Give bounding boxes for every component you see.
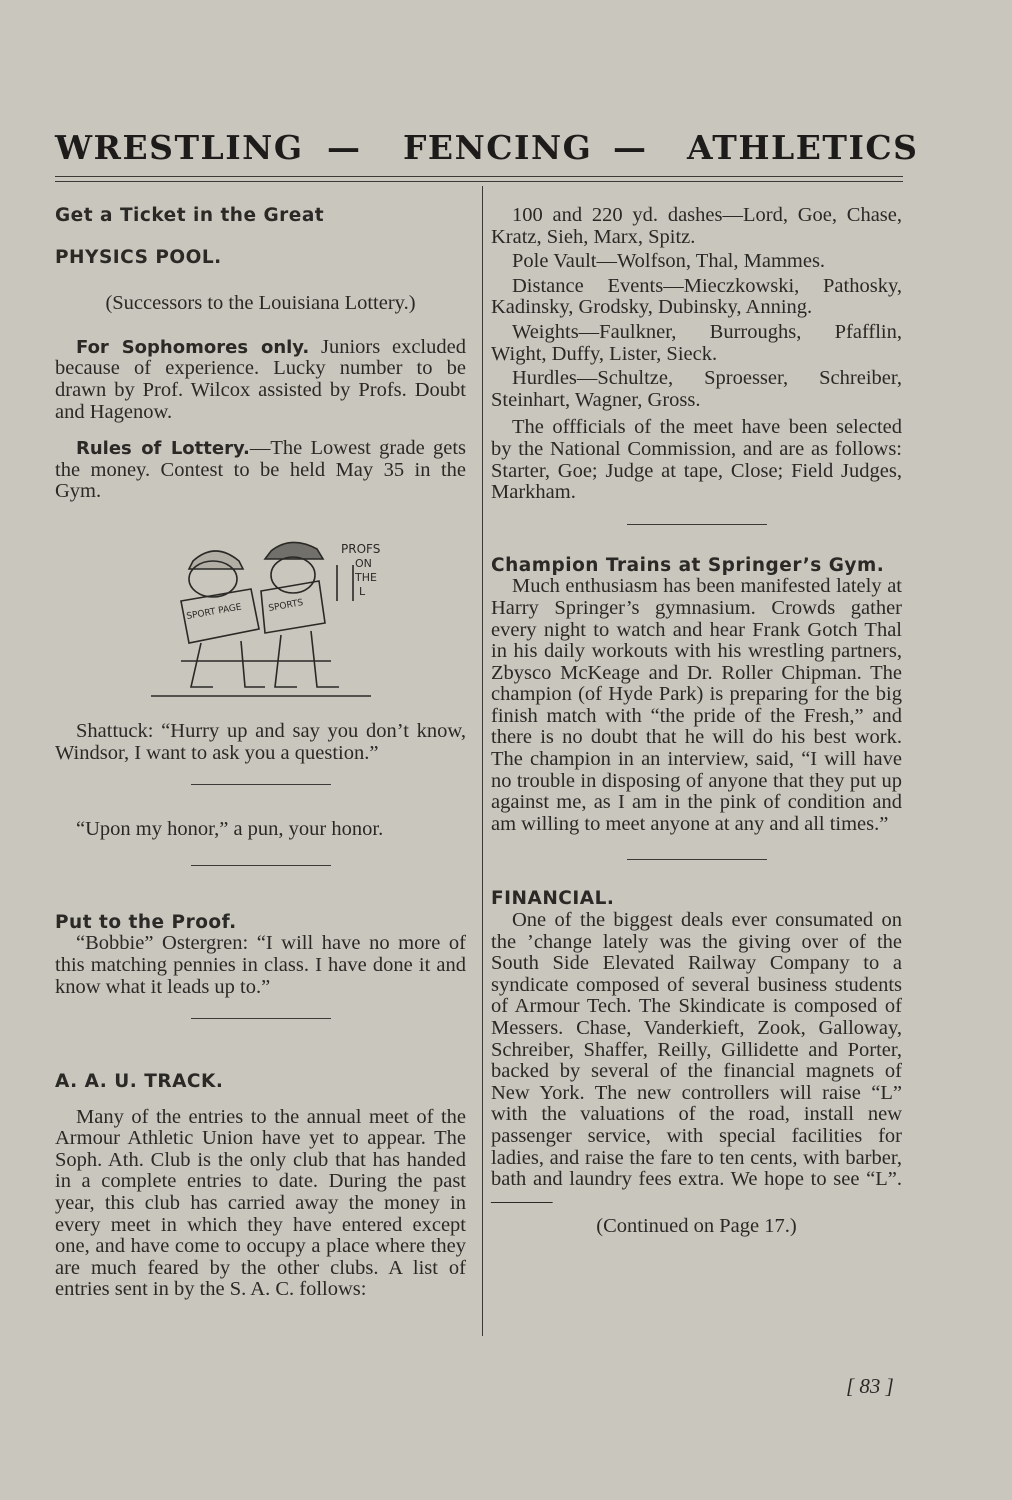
- rules-lead: Rules of Lottery.: [76, 438, 250, 460]
- cartoon-paper-2: SPORTS: [267, 597, 304, 614]
- masthead-dash-2: —: [613, 128, 648, 167]
- masthead-rule-top: [55, 176, 903, 177]
- cartoon-caption-2: ON: [354, 556, 372, 570]
- ad-subtitle: (Successors to the Louisiana Lottery.): [105, 292, 416, 315]
- financial-paragraph: One of the biggest deals ever consumated on the ’change lately was the giving over of the South Side Elevated Railway Company to a syndicate composed of several business students of Armour Tech. The Skindicate is composed of Messers. Chase, Vanderkieft, Zook, Galloway, Schreiber, Shaffer, Reilly, Gillidette and Porter, backed by several of the financial magnets of New York. The new controllers will raise “L” with the valuations of the road, install new passenger service, with special facilities for ladies, and raise the fare to ten cents, with barber, bath and laundry fees extra. We hope to see “L”.———: [491, 909, 902, 1212]
- sophomores-lead: For Sophomores only.: [76, 336, 310, 358]
- proof-paragraph: “Bobbie” Ostergren: “I will have no more of this matching pennies in class. I have done it and know what it leads up to.”: [55, 932, 466, 998]
- sophomores-paragraph: For Sophomores only. Juniors excluded because of experience. Lucky number to be drawn by Prof. Wilcox assisted by Profs. Doubt and Hagenow.: [55, 335, 466, 423]
- continued-note: (Continued on Page 17.): [596, 1215, 797, 1238]
- officials-paragraph: The offficials of the meet have been selected by the National Commission, and are as follows: Starter, Goe; Judge at tape, Close; Field Judges, Markham.: [491, 416, 902, 504]
- masthead: [55, 128, 919, 172]
- cartoon-caption-1: PROFS: [340, 541, 380, 556]
- column-divider: [482, 186, 483, 1336]
- honor-pun: “Upon my honor,” a pun, your honor.: [76, 818, 384, 841]
- rules-paragraph: Rules of Lottery.—The Lowest grade gets the money. Contest to be held May 35 in the Gym.: [55, 437, 466, 503]
- separator: [191, 865, 331, 866]
- masthead-rule-bottom: [55, 181, 903, 182]
- right-column: [491, 205, 902, 1238]
- cartoon-caption-3: THE: [354, 570, 377, 584]
- champion-heading: Champion Trains at Springer’s Gym.: [491, 554, 885, 576]
- ad-heading: Get a Ticket in the Great: [55, 205, 325, 226]
- champion-paragraph: Much enthusiasm has been manifested lately at Harry Springer’s gymnasium. Crowds gather every night to watch and hear Frank Gotch Thal in his daily workouts with his wrestling partners, Zbysco McKeage and Dr. Roller Chipman. The champion (of Hyde Park) is preparing for the big finish match with “the pride of the Fresh,” and there is no doubt that he will do his best work. The champion in an interview, said, “I will have no trouble in disposing of anyone that they put up against me, as I am in the pink of condition and am willing to meet anyone at any and all times.”: [491, 575, 902, 835]
- profs-on-the-l-cartoon: [141, 531, 381, 711]
- page-number: [ 83 ]: [846, 1374, 894, 1398]
- masthead-dash-1: —: [327, 128, 362, 167]
- entry-pole-vault: Pole Vault—Wolfson, Thal, Mammes.: [512, 250, 826, 273]
- separator: [191, 784, 331, 785]
- entry-weights: Weights—Faulkner, Burroughs, Pfafflin, Wight, Duffy, Lister, Sieck.: [491, 320, 902, 365]
- masthead-wrestling: WRESTLING: [55, 128, 304, 167]
- separator: [191, 1018, 331, 1019]
- masthead-athletics: ATHLETICS: [687, 128, 919, 167]
- separator: [627, 859, 767, 860]
- aau-paragraph: Many of the entries to the annual meet of the Armour Athletic Union have yet to appear. The Soph. Ath. Club is the only club that has handed in a complete entries to date. During the past year, this club has carried away the money in every meet in which they have entered except one, and have come to occupy a place where they are much feared by the other clubs. A list of entries sent in by the S. A. C. follows:: [55, 1105, 466, 1301]
- shattuck-quote: Shattuck: “Hurry up and say you don’t know, Windsor, I want to ask you a question.”: [55, 719, 466, 764]
- cartoon-caption-4: L: [358, 584, 365, 598]
- separator: [627, 524, 767, 525]
- entry-hurdles: Hurdles—Schultze, Sproesser, Schreiber, Steinhart, Wagner, Gross.: [491, 367, 902, 411]
- aau-heading: A. A. U. TRACK.: [55, 1071, 224, 1093]
- left-column: [55, 205, 466, 1301]
- cartoon-paper-1: SPORT PAGE: [185, 602, 242, 622]
- proof-heading: Put to the Proof.: [55, 911, 237, 933]
- entry-distance: Distance Events—Mieczkowski, Pathosky, Kadinsky, Grodsky, Dubinsky, Anning.: [491, 274, 902, 319]
- entry-dashes: 100 and 220 yd. dashes—Lord, Goe, Chase, Kratz, Sieh, Marx, Spitz.: [491, 204, 902, 248]
- ad-physics-pool: PHYSICS POOL.: [55, 246, 222, 268]
- masthead-fencing: FENCING: [403, 128, 593, 167]
- financial-heading: FINANCIAL.: [491, 888, 615, 910]
